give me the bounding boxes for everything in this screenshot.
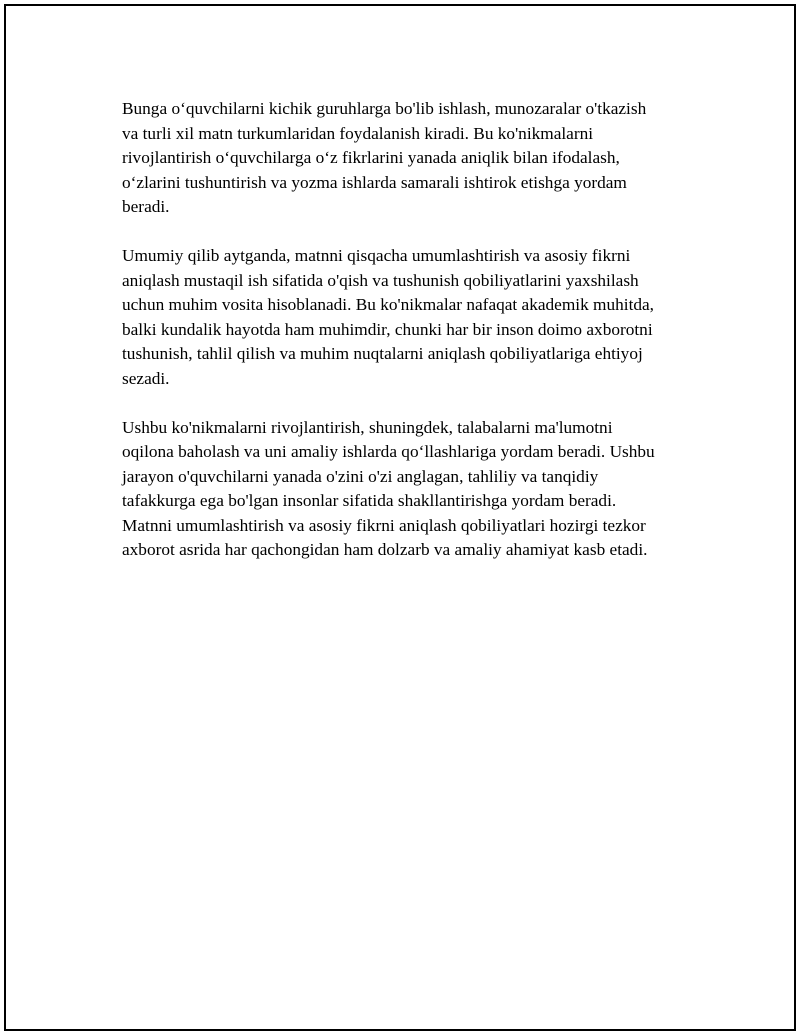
paragraph-3 [122,416,702,563]
text-line: balki kundalik hayotda ham muhimdir, chunki har bir inson doimo axborotni [122,319,653,339]
text-line: jarayon o'quvchilarni yanada o'zini o'zi anglagan, tahliliy va tanqidiy [122,466,599,486]
text-line: Ushbu ko'nikmalarni rivojlantirish, shuningdek, talabalarni ma'lumotni [122,417,613,437]
paragraph-2 [122,244,702,391]
paragraph-1 [122,97,702,220]
text-line: aniqlash mustaqil ish sifatida o'qish va tushunish qobiliyatlarini yaxshilash [122,270,639,290]
text-line: uchun muhim vosita hisoblanadi. Bu ko'nikmalar nafaqat akademik muhitda, [122,295,654,314]
text-line: tushunish, tahlil qilish va muhim nuqtalarni aniqlash qobiliyatlariga ehtiyoj [122,344,643,363]
document-body [122,97,702,587]
text-line: oqilona baholash va uni amaliy ishlarda qo‘llashlariga yordam beradi. Ushbu [122,442,655,461]
text-line: sezadi. [122,368,170,388]
text-line: va turli xil matn turkumlaridan foydalanish kiradi. Bu ko'nikmalarni [122,123,594,143]
text-line: tafakkurga ega bo'lgan insonlar sifatida shakllantirishga yordam beradi. [122,491,617,510]
text-line: axborot asrida har qachongidan ham dolzarb va amaliy ahamiyat kasb etadi. [122,540,648,559]
page-frame [4,4,796,1031]
text-line: Bunga o‘quvchilarni kichik guruhlarga bo'lib ishlash, munozaralar o'tkazish [122,99,647,118]
text-line: Umumiy qilib aytganda, matnni qisqacha umumlashtirish va asosiy fikrni [122,246,631,265]
text-line: beradi. [122,197,170,216]
text-line: o‘zlarini tushuntirish va yozma ishlarda samarali ishtirok etishga yordam [122,172,627,192]
text-line: rivojlantirish o‘quvchilarga o‘z fikrlarini yanada aniqlik bilan ifodalash, [122,148,620,167]
text-line: Matnni umumlashtirish va asosiy fikrni aniqlash qobiliyatlari hozirgi tezkor [122,515,646,535]
